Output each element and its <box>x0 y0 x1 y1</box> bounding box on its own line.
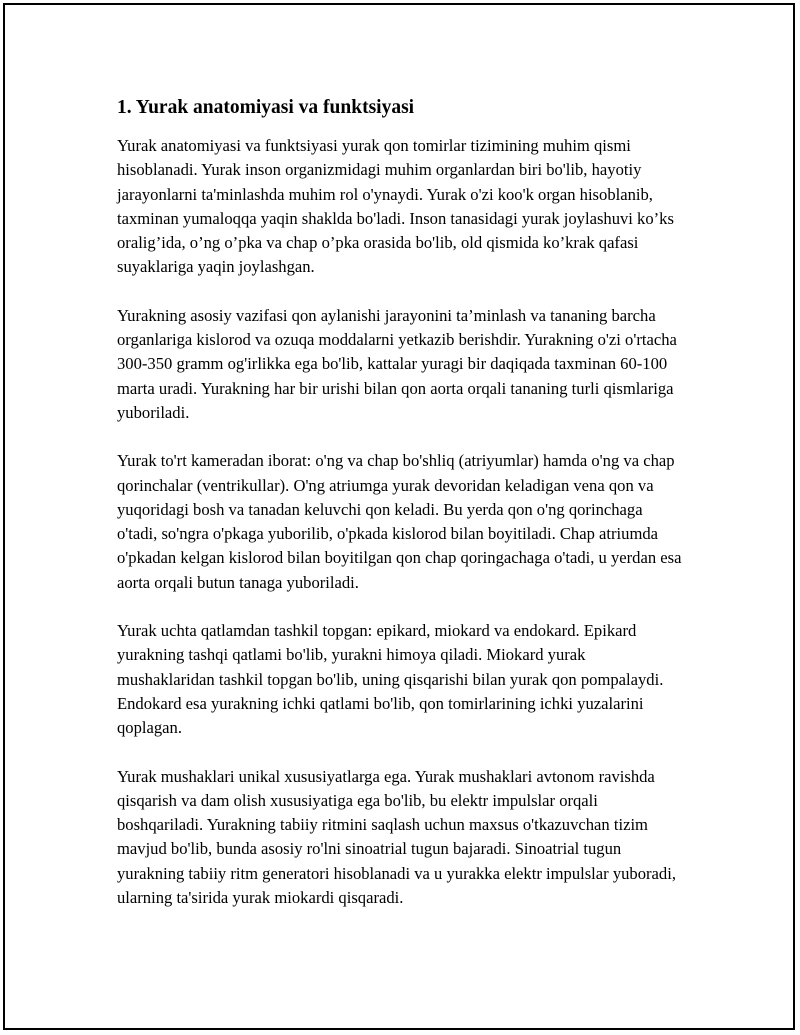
paragraph-anatomy-intro: Yurak anatomiyasi va funktsiyasi yurak qon tomirlar tizimining muhim qismi hisoblanadi. Yurak inson organizmidagi muhim organlardan biri bo'lib, hayotiy jarayonlarni ta'minlashda muhim rol o'ynaydi. Yurak o'zi koo'k organ hisoblanib, taxminan yumaloqqa yaqin shaklda bo'ladi. Inson tanasidagi yurak joylashuvi ko’ks oralig’ida, o’ng o’pka va chap o’pka orasida bo'lib, old qismida ko’krak qafasi suyaklariga yaqin joylashgan. <box>117 136 674 277</box>
paragraph-heart-chambers: Yurak to'rt kameradan iborat: o'ng va chap bo'shliq (atriyumlar) hamda o'ng va chap qorinchalar (ventrikullar). O'ng atriumga yurak devoridan keladigan vena qon va yuqoridagi bosh va tanadan keluvchi qon keladi. Bu yerda qon o'ng qorinchaga o'tadi, so'ngra o'pkaga yuborilib, o'pkada kislorod bilan boyitiladi. Chap atriumda o'pkadan kelgan kislorod bilan boyitilgan qon chap qoringachaga o'tadi, u yerdan esa aorta orqali butun tanaga yuboriladi. <box>117 451 682 592</box>
paragraph-heart-layers: Yurak uchta qatlamdan tashkil topgan: epikard, miokard va endokard. Epikard yurakning tashqi qatlami bo'lib, yurakni himoya qiladi. Miokard yurak mushaklaridan tashkil topgan bo'lib, uning qisqarishi bilan yurak qon pompalaydi. Endokard esa yurakning ichki qatlami bo'lib, qon tomirlarining ichki yuzalarini qoplagan. <box>117 621 664 738</box>
section-heading: 1. Yurak anatomiyasi va funktsiyasi <box>117 97 415 118</box>
document-body <box>117 96 683 934</box>
paragraph-main-function: Yurakning asosiy vazifasi qon aylanishi jarayonini ta’minlash va tananing barcha organlariga kislorod va ozuqa moddalarni yetkazib berishdir. Yurakning o'zi o'rtacha 300-350 gramm og'irlikka ega bo'lib, kattalar yuragi bir daqiqada taxminan 60-100 marta uradi. Yurakning har bir urishi bilan qon aorta orqali tananing turli qismlariga yuboriladi. <box>117 305 677 422</box>
paragraph-heart-muscles: Yurak mushaklari unikal xususiyatlarga ega. Yurak mushaklari avtonom ravishda qisqarish va dam olish xususiyatiga ega bo'lib, bu elektr impulslar orqali boshqariladi. Yurakning tabiiy ritmini saqlash uchun maxsus o'tkazuvchan tizim mavjud bo'lib, bunda asosiy ro'lni sinoatrial tugun bajaradi. Sinoatrial tugun yurakning tabiiy ritm generatori hisoblanadi va u yurakka elektr impulslar yuboradi, ularning ta'sirida yurak miokardi qisqaradi. <box>117 766 676 908</box>
